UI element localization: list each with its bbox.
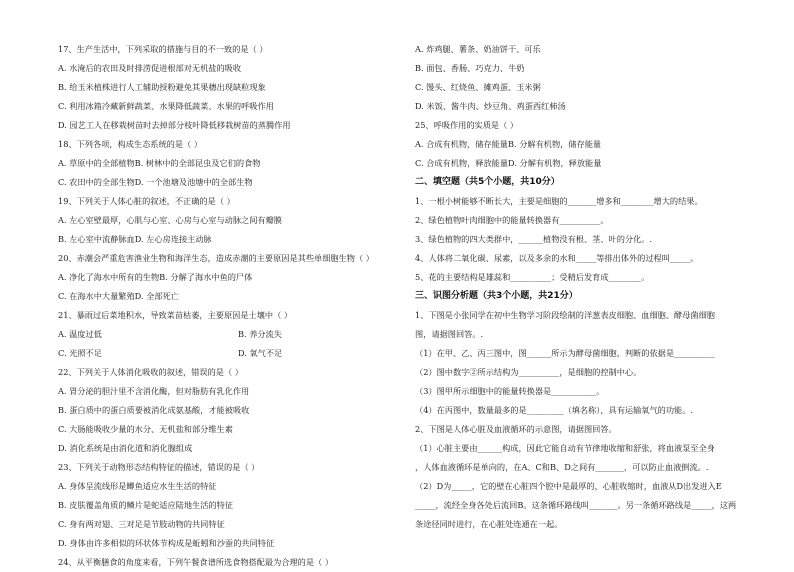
question-line: C. 馒头、红烧鱼、摊鸡蛋、玉米粥	[415, 82, 541, 92]
question-line: 2、绿色植物叶肉细胞中的能量转换器有__________。	[415, 215, 609, 225]
question-line: 1、下图是小张同学在初中生物学习阶段绘制的洋葱表皮细胞、血细胞、酵母菌细胞	[415, 310, 715, 320]
question-line: 图，请据图回答。.	[415, 329, 484, 339]
question-line: D. 身体由许多相似的环状体节构成是蚯蚓和沙蚕的共同特征	[58, 538, 275, 548]
question-line: A. 身体呈流线形是鲫鱼适应水生生活的特征	[58, 481, 217, 491]
question-line: C. 身有两对翅、三对足是节肢动物的共同特征	[58, 519, 225, 529]
question-line: 条途径同时进行，在心脏处连通在一起。	[415, 519, 563, 529]
question-line: A. 净化了海水中所有的生物B. 分解了海水中鱼的尸体	[58, 272, 253, 282]
question-line: 24、从平衡膳食的角度来看，下列午餐食谱所选食物搭配最为合理的是（ ）	[58, 557, 334, 567]
question-line: A. 草原中的全部植物B. 树林中的全部昆虫及它们的食物	[58, 158, 261, 168]
question-line: C. 合成有机物，释放能量D. 分解有机物，释放能量	[415, 158, 602, 168]
question-line: （1）在甲、乙、丙三图中，图______所示为酵母菌细胞，判断的依据是__________	[415, 348, 715, 358]
question-line: （3）图甲所示细胞中的能量转换器是___________。	[415, 386, 605, 396]
question-line: （2）图中数字②所示结构为__________，是细胞的控制中心。	[415, 367, 642, 377]
q21-option-b: B. 养分流失	[238, 329, 282, 339]
q21-option-a: A. 温度过低	[58, 329, 102, 339]
question-line: 17、生产生活中，下列采取的措施与目的不一致的是（ ）	[58, 44, 268, 54]
question-line: 23、下列关于动物形态结构特征的描述，错误的是（ ）	[58, 462, 260, 472]
question-line: _____，流经全身各处后流回B。这条循环路线叫_______。另一条循环路线是_____，这两	[415, 500, 737, 510]
question-line: （1）心脏主要由______构成，因此它能自动有节律地收缩和舒张，将血液泵至全身	[415, 443, 715, 453]
question-line: 19、下列关于人体心脏的叙述，不正确的是（ ）	[58, 196, 235, 206]
question-line: 3、绿色植物的四大类群中，______植物没有根、茎、叶的分化。.	[415, 234, 653, 244]
question-line: B. 面包、香肠、巧克力、牛奶	[415, 63, 525, 73]
question-line: A. 左心室壁最厚，心肌与心室、心房与心室与动脉之间有瓣膜	[58, 215, 282, 225]
q21-stem: 21、暴雨过后菜地积水，导致菜苗枯萎，主要原因是土壤中（ ）	[58, 310, 293, 320]
question-line: D. 消化系统是由消化道和消化腺组成	[58, 443, 193, 453]
q21-options-row-2	[58, 344, 418, 363]
question-line: 5、花的主要结构是雄蕊和__________；受精后发育成________。	[415, 272, 650, 282]
question-line: 2、下图是人体心脏及血液循环的示意图，请据图回答。	[415, 424, 617, 434]
question-line: A. 合成有机物，储存能量B. 分解有机物，储存能量	[415, 139, 602, 149]
question-line: 1、一根小树能够不断长大，主要是细胞的_______增多和________增大的结果。	[415, 196, 703, 206]
section-heading-fill-blank: 二、填空题（共5个小题，共10分）	[415, 177, 560, 187]
question-line: A. 水淹后的农田及时排涝促进根部对无机盐的吸收	[58, 63, 242, 73]
question-line: （2）D为_____，它的壁在心脏四个腔中是最厚的，心脏收缩时，血液从D出发进入E	[415, 481, 722, 491]
question-line: 25、呼吸作用的实质是（ ）	[415, 120, 519, 130]
q21-options-row-1	[58, 325, 418, 344]
question-line: 18、下列各项，构成生态系统的是（ ）	[58, 139, 203, 149]
question-line: B. 给玉米植株进行人工辅助授粉避免其果穗出现缺粒现象	[58, 82, 266, 92]
right-column	[415, 40, 775, 534]
question-line: （4）在丙图中，数量最多的是_________（填名称），具有运输氧气的功能。.	[415, 405, 693, 415]
question-line: ，人体血液循环是单向的，在A、C和B、D之间有_______，可以防止血液倒流。.	[415, 462, 709, 472]
question-line: C. 大肠能吸收少量的水分、无机盐和部分维生素	[58, 424, 233, 434]
question-line: C. 利用冰箱冷藏新鲜蔬菜、水果降低蔬菜、水果的呼吸作用	[58, 101, 274, 111]
question-line: B. 皮肤覆盖角质的鳞片是蛇适应陆地生活的特征	[58, 500, 233, 510]
question-line: D. 米饭、酱牛肉、炒豆角、鸡蛋西红柿汤	[415, 101, 566, 111]
question-line: B. 左心室中流静脉血D. 左心房连接主动脉	[58, 234, 212, 244]
question-line: C. 农田中的全部生物D. 一个池塘及池塘中的全部生物	[58, 177, 253, 187]
section-heading-diagram-analysis: 三、识图分析题（共3个小题，共21分）	[415, 291, 578, 301]
question-line: A. 胃分泌的胆汁里不含消化酶，但对脂肪有乳化作用	[58, 386, 250, 396]
question-line: C. 在海水中大量繁殖D. 全部死亡	[58, 291, 179, 301]
left-column	[58, 40, 418, 572]
question-line: A. 炸鸡腿、薯条、奶油饼干、可乐	[415, 44, 541, 54]
question-line: B. 蛋白质中的蛋白质要被消化成氨基酸，才能被吸收	[58, 405, 250, 415]
question-line: 20、赤潮会严重危害渔业生物和海洋生态，造成赤潮的主要原因是其些单细胞生物（ ）	[58, 253, 374, 263]
question-line: D. 园艺工人在移栽树苗时去掉部分枝叶降低移栽树苗的蒸腾作用	[58, 120, 291, 130]
q21-option-d: D. 氧气不足	[238, 348, 283, 358]
question-line: 4、人体将二氧化碳、尿素，以及多余的水和_____等排出体外的过程叫_____。	[415, 253, 699, 263]
question-line: 22、下列关于人体消化吸收的叙述，错误的是（ ）	[58, 367, 243, 377]
q21-option-c: C. 光照不足	[58, 348, 102, 358]
